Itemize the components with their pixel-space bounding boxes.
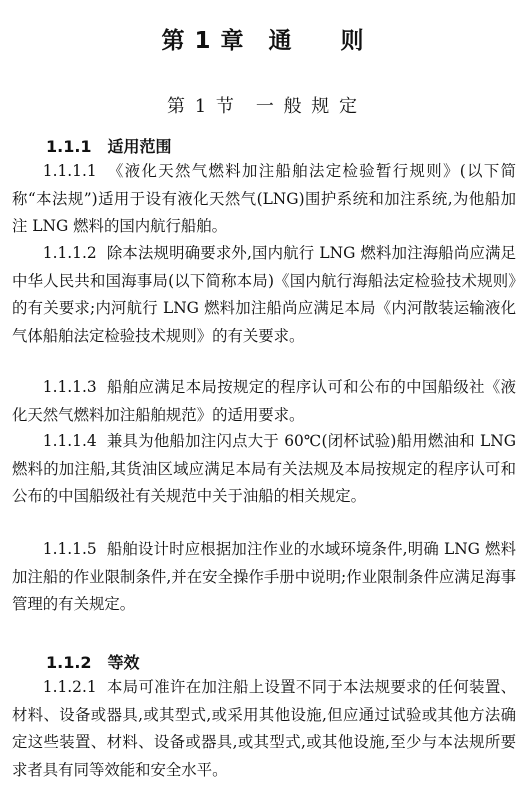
paragraph-1-1-1-1 <box>12 158 516 241</box>
paragraph-number: 1.1.2.1 <box>42 678 97 696</box>
paragraph-text: 《液化天然气燃料加注船舶法定检验暂行规则》(以下简称“本法规”)适用于设有液化天然气(LNG)围护系统和加注系统,为他船加注 LNG 燃料的国内航行船舶。 <box>12 162 516 235</box>
paragraph-1-1-1-2 <box>12 240 516 350</box>
section-title: 第 1 节 一 般 规 定 <box>166 96 360 117</box>
paragraph-text: 船舶应满足本局按规定的程序认可和公布的中国船级社《液化天然气燃料加注船舶规范》的适用要求。 <box>12 378 516 424</box>
paragraph-1-1-1-4 <box>12 428 516 511</box>
paragraph-text: 兼具为他船加注闪点大于 60℃(闭杯试验)船用燃油和 LNG 燃料的加注船,其货油区域应满足本局有关法规及本局按规定的程序认可和公布的中国船级社有关规范中关于油船的相关规定。 <box>12 432 516 505</box>
paragraph-text: 除本法规明确要求外,国内航行 LNG 燃料加注海船尚应满足中华人民共和国海事局(以下简称本局)《国内航行海船法定检验技术规则》的有关要求;内河航行 LNG 燃料加注船尚应满足本局《内河散装运输液化气体船舶法定检验技术规则》的有关要求。 <box>12 244 516 345</box>
paragraph-number: 1.1.1.2 <box>42 244 97 262</box>
paragraph-number: 1.1.1.4 <box>42 432 97 450</box>
paragraph-1-1-1-3 <box>12 374 516 429</box>
subsection-heading-scope: 1.1.1 适用范围 <box>46 137 172 156</box>
paragraph-number: 1.1.1.3 <box>42 378 97 396</box>
paragraph-number: 1.1.1.1 <box>42 162 97 180</box>
paragraph-number: 1.1.1.5 <box>42 540 97 558</box>
paragraph-1-1-2-1 <box>12 674 516 784</box>
paragraph-text: 本局可准许在加注船上设置不同于本法规要求的任何装置、材料、设备或器具,或其型式,或采用其他设施,但应通过试验或其他方法确定这些装置、材料、设备或器具,或其型式,或其他设施,至少与本法规所要求者具有同等效能和安全水平。 <box>12 678 516 779</box>
paragraph-1-1-1-5 <box>12 536 516 619</box>
subsection-heading-equivalence: 1.1.2 等效 <box>46 653 140 672</box>
paragraph-text: 船舶设计时应根据加注作业的水域环境条件,明确 LNG 燃料加注船的作业限制条件,并在安全操作手册中说明;作业限制条件应满足海事管理的有关规定。 <box>12 540 516 613</box>
chapter-title: 第 1 章 通 则 <box>161 28 365 54</box>
